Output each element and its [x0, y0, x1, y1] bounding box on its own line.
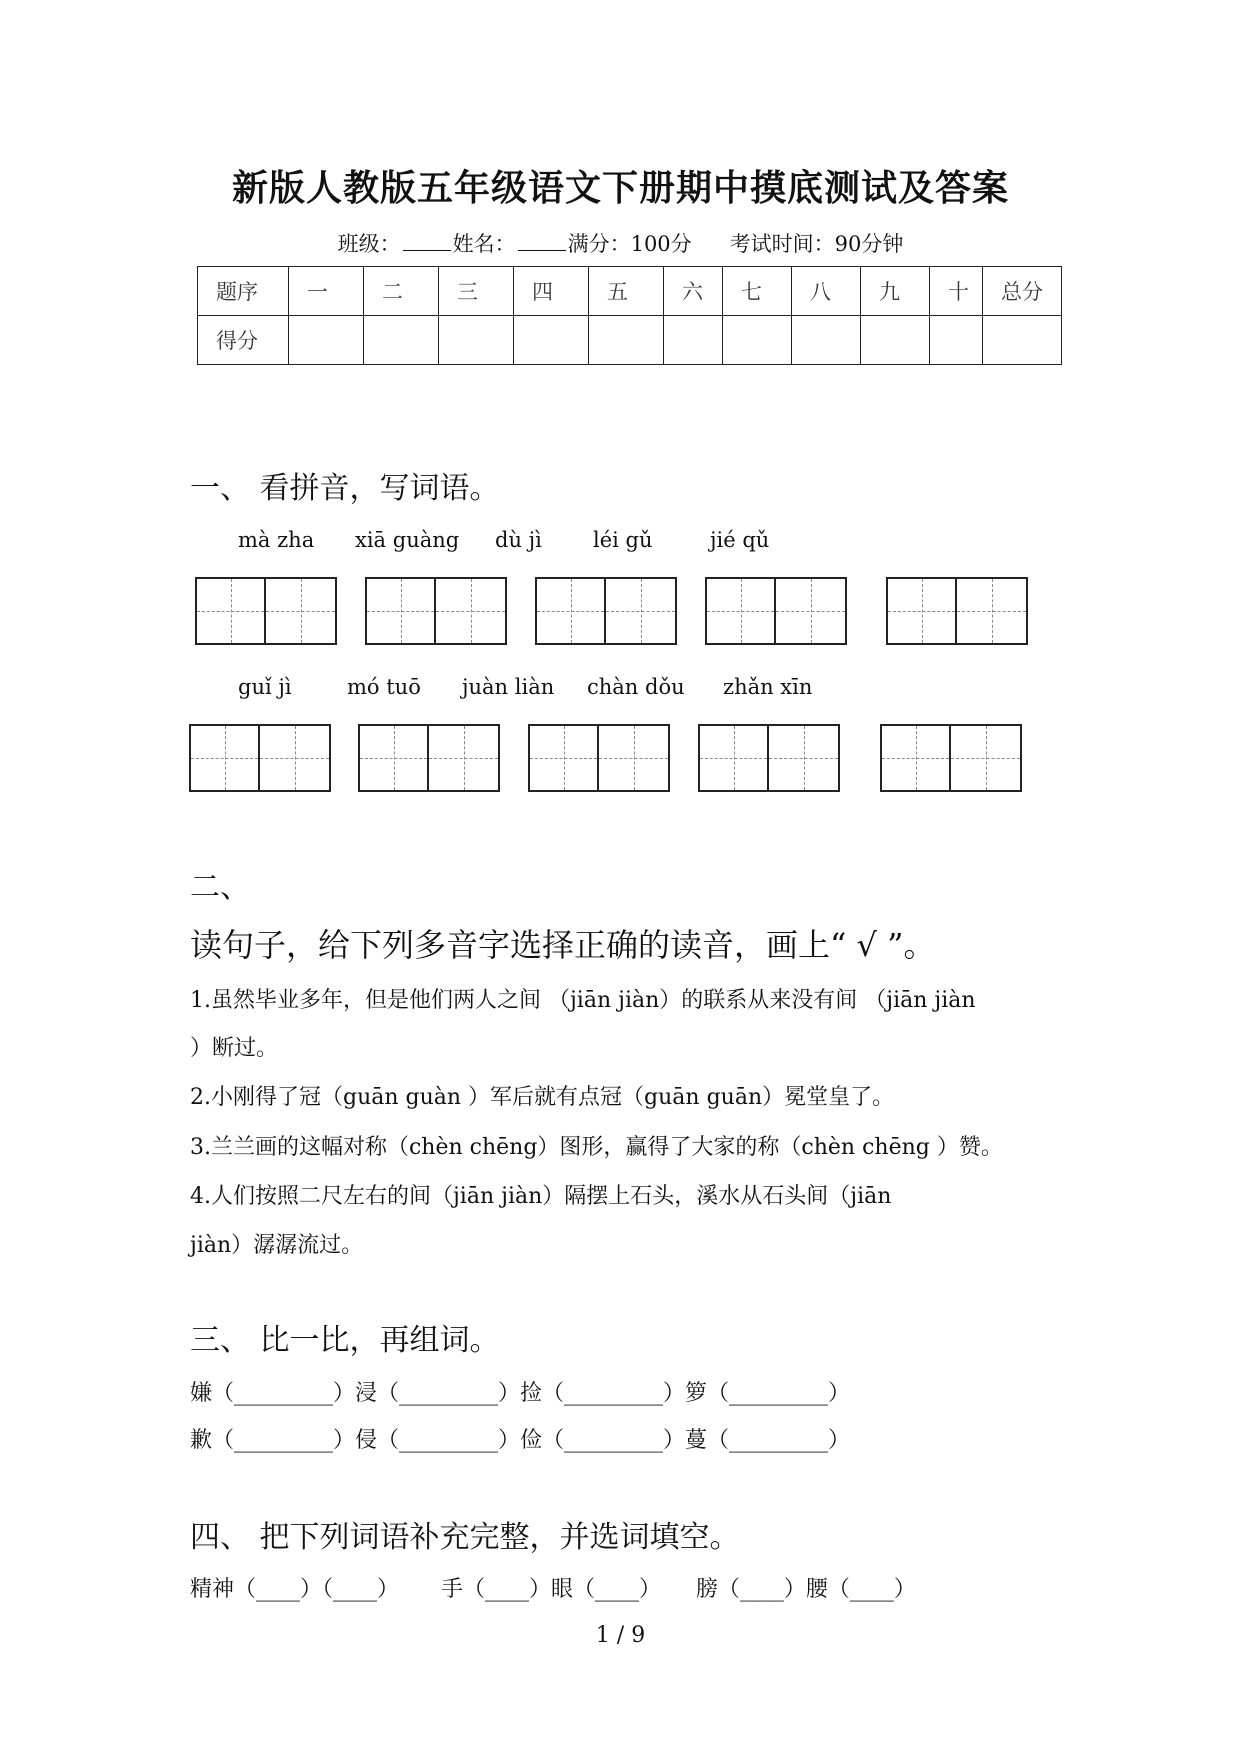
compare-line: 歉（_________）侵（_________）俭（_________）蔓（_________） — [190, 1428, 851, 1453]
score-cell[interactable] — [664, 316, 723, 365]
table-cell: 七 — [723, 267, 792, 316]
score-cell[interactable] — [983, 316, 1062, 365]
pinyin: léi gǔ — [593, 528, 653, 552]
score-cell[interactable] — [289, 316, 364, 365]
table-cell: 三 — [439, 267, 514, 316]
score-cell[interactable] — [861, 316, 930, 365]
score-cell[interactable] — [364, 316, 439, 365]
pinyin: juàn liàn — [462, 675, 555, 699]
table-cell: 题序 — [198, 267, 289, 316]
question-line: jiàn）潺潺流过。 — [190, 1233, 364, 1258]
writing-grid[interactable] — [528, 724, 670, 792]
score-table-header-row — [198, 267, 1062, 316]
writing-grid[interactable] — [195, 577, 337, 645]
question-line: ）断过。 — [190, 1036, 279, 1061]
section-3-heading: 三、 比一比，再组词。 — [190, 1323, 500, 1358]
score-table-score-row — [198, 316, 1062, 365]
score-cell[interactable] — [723, 316, 792, 365]
name-label: 姓名： — [452, 232, 516, 256]
class-label: 班级： — [337, 232, 401, 256]
score-table — [197, 266, 1062, 365]
page-number: 1 / 9 — [595, 1623, 646, 1648]
writing-grid[interactable] — [189, 724, 331, 792]
class-blank[interactable] — [403, 232, 451, 251]
pinyin: mà zha — [238, 528, 315, 552]
table-cell: 得分 — [198, 316, 289, 365]
score-cell[interactable] — [792, 316, 861, 365]
table-cell: 总分 — [983, 267, 1062, 316]
pinyin: dù jì — [495, 528, 542, 552]
pinyin: jié qǔ — [710, 528, 770, 552]
section-2-heading: 读句子，给下列多音字选择正确的读音，画上“ √ ”。 — [190, 926, 936, 964]
table-cell: 六 — [664, 267, 723, 316]
pinyin: chàn dǒu — [587, 675, 685, 699]
writing-grid[interactable] — [535, 577, 677, 645]
question-line: 1.虽然毕业多年，但是他们两人之间 （jiān jiàn）的联系从来没有间 （jiān jiàn — [190, 988, 976, 1013]
full-score: 满分：100分 — [567, 232, 692, 256]
score-cell[interactable] — [589, 316, 664, 365]
table-cell: 十 — [930, 267, 983, 316]
fill-line: 精神（____）（____） 手（____）眼（____） 膀（____）腰（____） — [190, 1577, 916, 1602]
writing-grid[interactable] — [880, 724, 1022, 792]
section-4-heading: 四、 把下列词语补充完整，并选词填空。 — [190, 1520, 740, 1555]
score-cell[interactable] — [514, 316, 589, 365]
pinyin: guǐ jì — [238, 675, 292, 699]
section-2-number: 二、 — [190, 870, 250, 905]
compare-line: 嫌（_________）浸（_________）捡（_________）箩（_________） — [190, 1381, 851, 1406]
section-1-heading: 一、 看拼音，写词语。 — [190, 471, 500, 506]
writing-grid[interactable] — [365, 577, 507, 645]
page-title: 新版人教版五年级语文下册期中摸底测试及答案 — [231, 167, 1009, 209]
table-cell: 五 — [589, 267, 664, 316]
table-cell: 八 — [792, 267, 861, 316]
writing-grid[interactable] — [705, 577, 847, 645]
question-line: 3.兰兰画的这幅对称（chèn chēng）图形，赢得了大家的称（chèn chēng ）赞。 — [190, 1135, 1003, 1160]
pinyin: xiā guàng — [355, 528, 460, 552]
score-cell[interactable] — [930, 316, 983, 365]
exam-info — [0, 228, 1241, 258]
score-cell[interactable] — [439, 316, 514, 365]
exam-time: 考试时间：90分钟 — [729, 232, 904, 256]
question-line: 4.人们按照二尺左右的间（jiān jiàn）隔摆上石头，溪水从石头间（jiān — [190, 1184, 892, 1209]
table-cell: 四 — [514, 267, 589, 316]
table-cell: 九 — [861, 267, 930, 316]
pinyin: zhǎn xīn — [723, 675, 813, 699]
table-cell: 二 — [364, 267, 439, 316]
writing-grid[interactable] — [358, 724, 500, 792]
writing-grid[interactable] — [886, 577, 1028, 645]
question-line: 2.小刚得了冠（guān guàn ）军后就有点冠（guān guān）冕堂皇了。 — [190, 1085, 895, 1110]
pinyin: mó tuō — [347, 675, 421, 699]
table-cell: 一 — [289, 267, 364, 316]
writing-grid[interactable] — [698, 724, 840, 792]
name-blank[interactable] — [518, 232, 566, 251]
